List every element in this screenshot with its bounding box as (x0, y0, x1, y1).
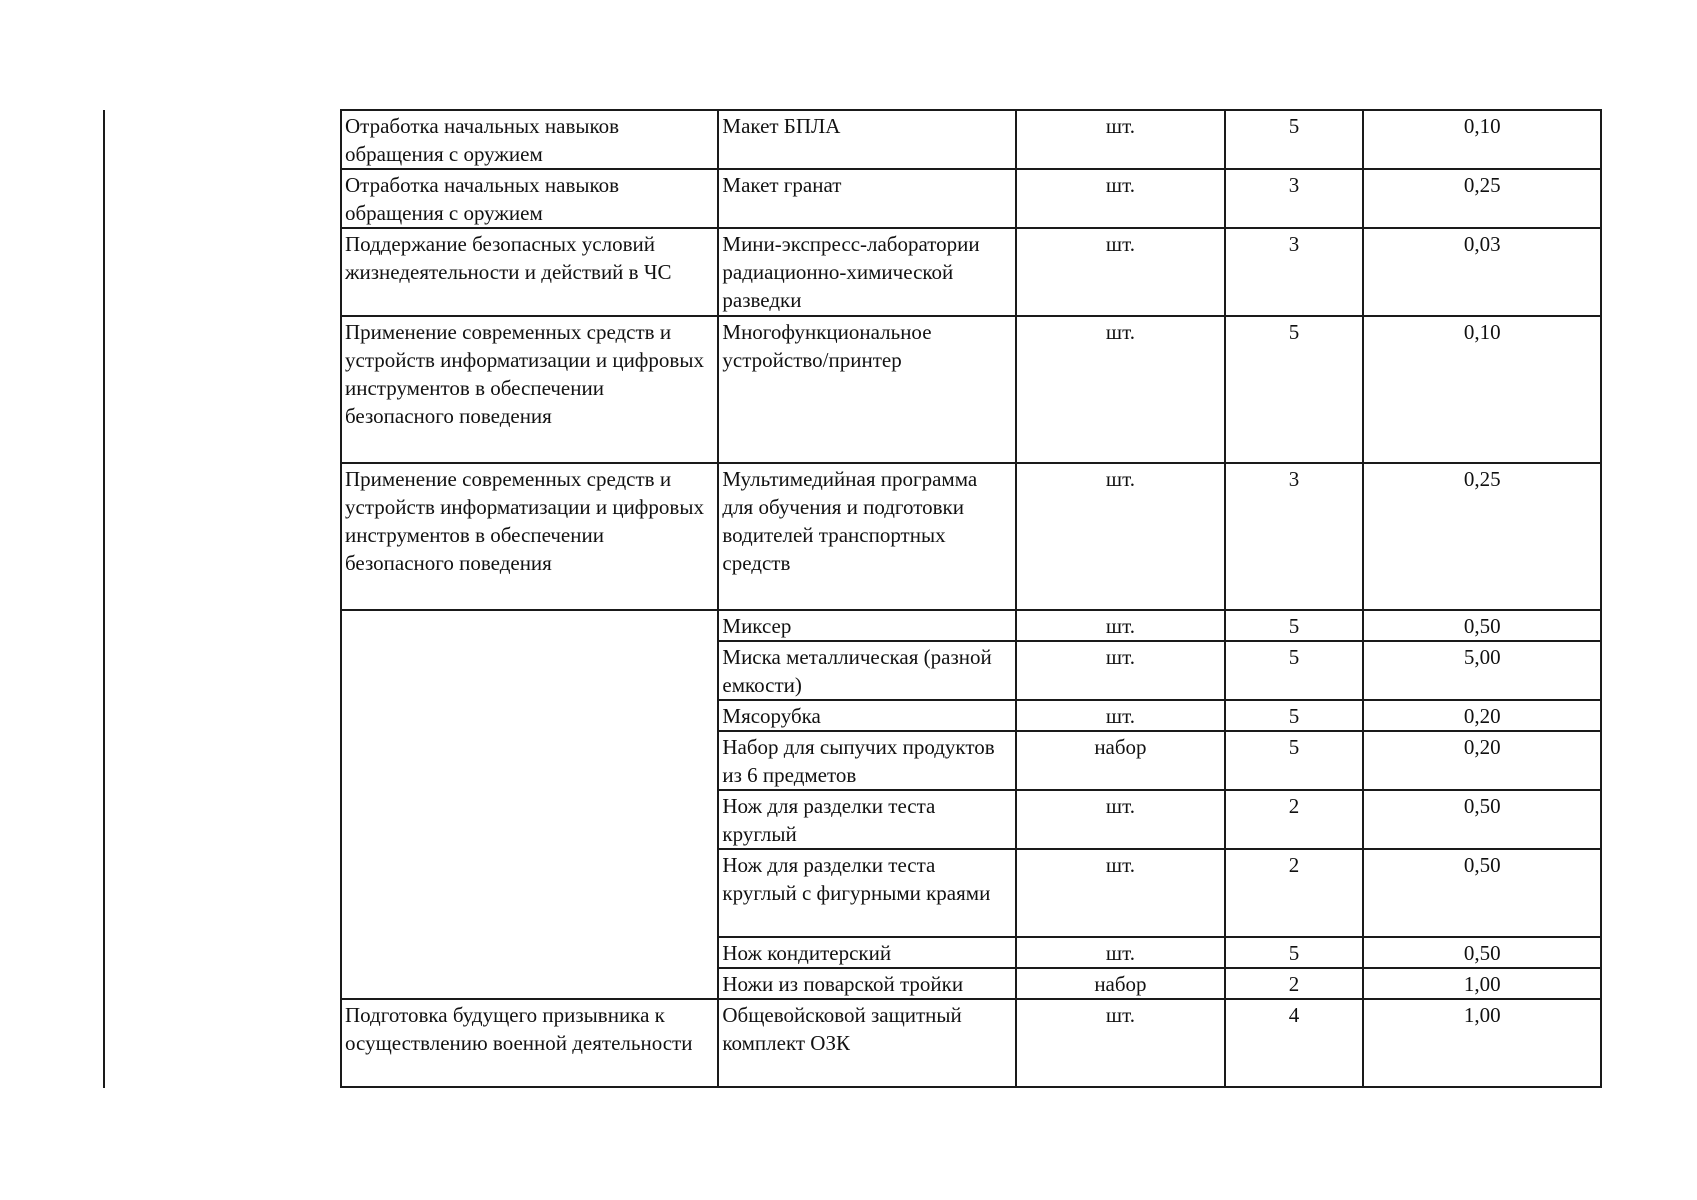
unit-cell: шт. (1016, 110, 1224, 169)
quantity-cell: 5 (1225, 700, 1364, 731)
quantity-cell: 3 (1225, 228, 1364, 316)
unit-cell: шт. (1016, 641, 1224, 700)
purpose-cell: Применение современных средств и устройств информатизации и цифровых инструментов в обеспечении безопасного поведения (341, 463, 718, 610)
norm-cell: 0,20 (1363, 731, 1601, 790)
quantity-cell: 5 (1225, 731, 1364, 790)
purpose-cell: Применение современных средств и устройств информатизации и цифровых инструментов в обеспечении безопасного поведения (341, 316, 718, 463)
item-cell: Макет БПЛА (718, 110, 1016, 169)
table-row (341, 169, 1601, 228)
item-cell: Мясорубка (718, 700, 1016, 731)
norm-cell: 0,03 (1363, 228, 1601, 316)
unit-cell: шт. (1016, 169, 1224, 228)
norm-cell: 0,50 (1363, 610, 1601, 641)
unit-cell: шт. (1016, 700, 1224, 731)
table-row (341, 110, 1601, 169)
item-cell: Нож кондитерский (718, 937, 1016, 968)
item-cell: Общевойсковой защитный комплект ОЗК (718, 999, 1016, 1087)
quantity-cell: 5 (1225, 610, 1364, 641)
item-cell: Мини-экспресс-лаборатории радиационно-химической разведки (718, 228, 1016, 316)
left-margin-rule (103, 110, 105, 1088)
quantity-cell: 5 (1225, 110, 1364, 169)
norm-cell: 0,50 (1363, 937, 1601, 968)
item-cell: Многофункциональное устройство/принтер (718, 316, 1016, 463)
norm-cell: 1,00 (1363, 999, 1601, 1087)
norm-cell: 0,10 (1363, 316, 1601, 463)
item-cell: Набор для сыпучих продуктов из 6 предметов (718, 731, 1016, 790)
item-cell: Мультимедийная программа для обучения и подготовки водителей транспортных средств (718, 463, 1016, 610)
purpose-cell-empty (341, 610, 718, 999)
unit-cell: шт. (1016, 228, 1224, 316)
unit-cell: набор (1016, 731, 1224, 790)
quantity-cell: 5 (1225, 316, 1364, 463)
item-cell: Макет гранат (718, 169, 1016, 228)
quantity-cell: 4 (1225, 999, 1364, 1087)
table-row (341, 463, 1601, 610)
norm-cell: 0,10 (1363, 110, 1601, 169)
unit-cell: шт. (1016, 849, 1224, 937)
norm-cell: 0,50 (1363, 790, 1601, 849)
purpose-cell: Отработка начальных навыков обращения с оружием (341, 169, 718, 228)
norm-cell: 0,25 (1363, 169, 1601, 228)
norm-cell: 0,25 (1363, 463, 1601, 610)
table-row (341, 228, 1601, 316)
table-row (341, 999, 1601, 1087)
unit-cell: шт. (1016, 610, 1224, 641)
unit-cell: шт. (1016, 999, 1224, 1087)
norm-cell: 0,20 (1363, 700, 1601, 731)
unit-cell: шт. (1016, 790, 1224, 849)
purpose-cell: Отработка начальных навыков обращения с оружием (341, 110, 718, 169)
item-cell: Нож для разделки теста круглый (718, 790, 1016, 849)
purpose-cell: Подготовка будущего призывника к осуществлению военной деятельности (341, 999, 718, 1087)
quantity-cell: 5 (1225, 641, 1364, 700)
table-row (341, 316, 1601, 463)
unit-cell: шт. (1016, 316, 1224, 463)
quantity-cell: 3 (1225, 169, 1364, 228)
unit-cell: набор (1016, 968, 1224, 999)
quantity-cell: 5 (1225, 937, 1364, 968)
norm-cell: 5,00 (1363, 641, 1601, 700)
quantity-cell: 2 (1225, 968, 1364, 999)
equipment-table (340, 109, 1602, 1088)
unit-cell: шт. (1016, 937, 1224, 968)
item-cell: Миксер (718, 610, 1016, 641)
item-cell: Миска металлическая (разной емкости) (718, 641, 1016, 700)
unit-cell: шт. (1016, 463, 1224, 610)
table-row (341, 610, 1601, 641)
quantity-cell: 2 (1225, 849, 1364, 937)
quantity-cell: 2 (1225, 790, 1364, 849)
norm-cell: 1,00 (1363, 968, 1601, 999)
norm-cell: 0,50 (1363, 849, 1601, 937)
item-cell: Нож для разделки теста круглый с фигурными краями (718, 849, 1016, 937)
purpose-cell: Поддержание безопасных условий жизнедеятельности и действий в ЧС (341, 228, 718, 316)
item-cell: Ножи из поварской тройки (718, 968, 1016, 999)
quantity-cell: 3 (1225, 463, 1364, 610)
